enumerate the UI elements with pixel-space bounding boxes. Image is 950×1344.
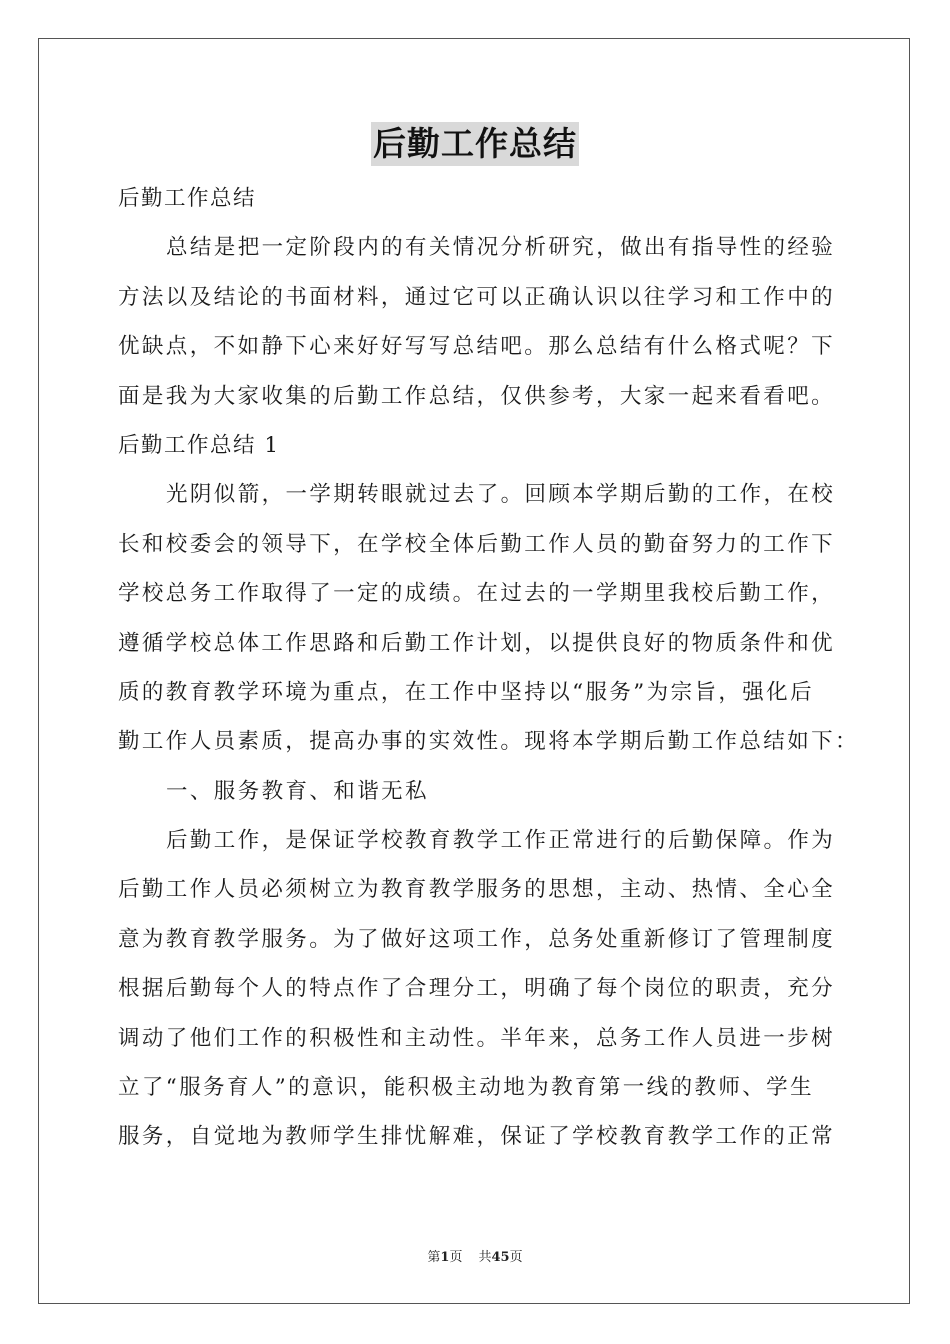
text-line: 服务，自觉地为教师学生排忧解难，保证了学校教育教学工作的正常 <box>118 1124 836 1150</box>
page-prefix: 第 <box>427 1250 441 1265</box>
text-line: 优缺点，不如静下心来好好写写总结吧。那么总结有什么格式呢？下 <box>118 334 836 360</box>
text-line: 勤工作人员素质，提高办事的实效性。现将本学期后勤工作总结如下： <box>118 729 859 755</box>
text-line: 一、服务教育、和谐无私 <box>166 778 429 804</box>
text-line: 方法以及结论的书面材料，通过它可以正确认识以往学习和工作中的 <box>118 284 836 310</box>
text-line: 遵循学校总体工作思路和后勤工作计划，以提供良好的物质条件和优 <box>118 630 836 656</box>
page-number: 1 <box>440 1250 450 1265</box>
text-line: 光阴似箭，一学期转眼就过去了。回顾本学期后勤的工作，在校 <box>166 482 836 508</box>
text-line: 根据后勤每个人的特点作了合理分工，明确了每个岗位的职责，充分 <box>118 976 836 1002</box>
text-line: 后勤工作总结 <box>118 186 257 211</box>
text-line: 学校总务工作取得了一定的成绩。在过去的一学期里我校后勤工作， <box>118 581 836 607</box>
text-line: 面是我为大家收集的后勤工作总结，仅供参考，大家一起来看看吧。 <box>118 383 836 409</box>
page-footer <box>0 1246 950 1265</box>
text-line: 后勤工作总结 1 <box>118 432 280 458</box>
text-line: 总结是把一定阶段内的有关情况分析研究，做出有指导性的经验 <box>166 235 836 261</box>
text-line: 后勤工作人员必须树立为教育教学服务的思想，主动、热情、全心全 <box>118 877 836 903</box>
total-pages: 45 <box>491 1250 510 1265</box>
text-line: 调动了他们工作的积极性和主动性。半年来，总务工作人员进一步树 <box>118 1025 836 1051</box>
document-body <box>118 174 859 1162</box>
page-suffix: 页 <box>449 1250 463 1265</box>
text-line: 长和校委会的领导下，在学校全体后勤工作人员的勤奋努力的工作下 <box>118 531 836 557</box>
total-suffix: 页 <box>509 1250 523 1265</box>
total-prefix: 共 <box>478 1250 492 1265</box>
text-line: 立了“服务育人”的意识，能积极主动地为教育第一线的教师、学生 <box>118 1075 814 1101</box>
title-container <box>0 122 950 166</box>
document-title: 后勤工作总结 <box>371 122 579 166</box>
text-line: 后勤工作，是保证学校教育教学工作正常进行的后勤保障。作为 <box>166 828 836 854</box>
text-line: 质的教育教学环境为重点，在工作中坚持以“服务”为宗旨，强化后 <box>118 679 814 705</box>
text-line: 意为教育教学服务。为了做好这项工作，总务处重新修订了管理制度 <box>118 926 836 952</box>
